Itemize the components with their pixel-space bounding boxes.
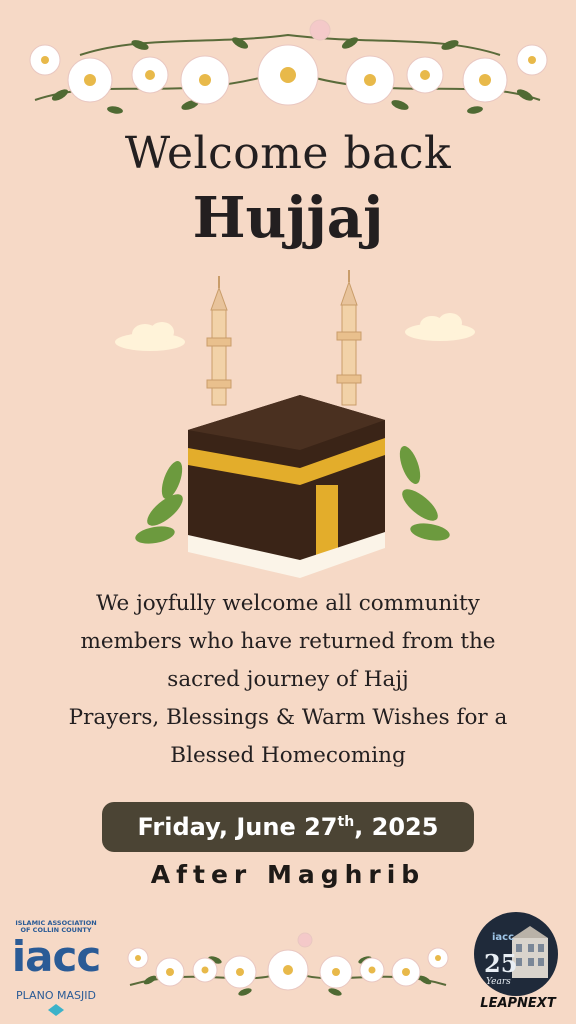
kaaba-illustration: [110, 270, 480, 580]
top-flower-garland: [20, 15, 556, 120]
event-date-main: Friday, June 27: [137, 813, 338, 841]
anniversary-years: Years: [486, 977, 511, 987]
anniversary-acronym: iacc: [492, 932, 515, 943]
minaret-icon: [207, 276, 231, 405]
anniversary-number: 25: [484, 949, 518, 978]
title-hujjaj: Hujjaj: [192, 185, 384, 251]
iacc-org-name: ISLAMIC ASSOCIATION OF COLLIN COUNTY: [15, 919, 97, 934]
message-line-5: Blessed Homecoming: [170, 743, 406, 768]
iacc-logo: [10, 918, 102, 1018]
iacc-acronym: iacc: [11, 932, 101, 981]
title-welcome-back: Welcome back: [124, 128, 452, 179]
leaf-icon: [396, 443, 451, 543]
leaf-icon: [134, 458, 188, 546]
cloud-icon: [405, 313, 475, 341]
welcome-message: [40, 585, 536, 775]
leapnext-logo: [472, 910, 564, 1020]
minaret-icon: [337, 270, 361, 405]
iacc-subtitle: PLANO MASJID: [16, 989, 96, 1002]
message-line-4: Prayers, Blessings & Warm Wishes for a: [68, 705, 508, 730]
flower-garland-icon: [128, 933, 448, 990]
message-line-3: sacred journey of Hajj: [167, 667, 409, 692]
message-line-2: members who have returned from the: [80, 629, 496, 654]
anniversary-badge-icon: [472, 910, 564, 998]
event-date-year: , 2025: [354, 813, 439, 841]
leapnext-brand: LEAPNEXT: [480, 996, 556, 1011]
event-date-ordinal: th: [337, 814, 355, 830]
cloud-icon: [115, 322, 185, 351]
kaaba-icon: [188, 395, 385, 578]
event-date-badge: [102, 802, 474, 852]
iacc-emblem-icon: [48, 1004, 64, 1016]
event-time: After Maghrib: [150, 860, 426, 889]
flower-garland-icon: [30, 20, 547, 105]
bottom-flower-garland: [120, 930, 456, 1005]
message-line-1: We joyfully welcome all community: [96, 591, 480, 616]
